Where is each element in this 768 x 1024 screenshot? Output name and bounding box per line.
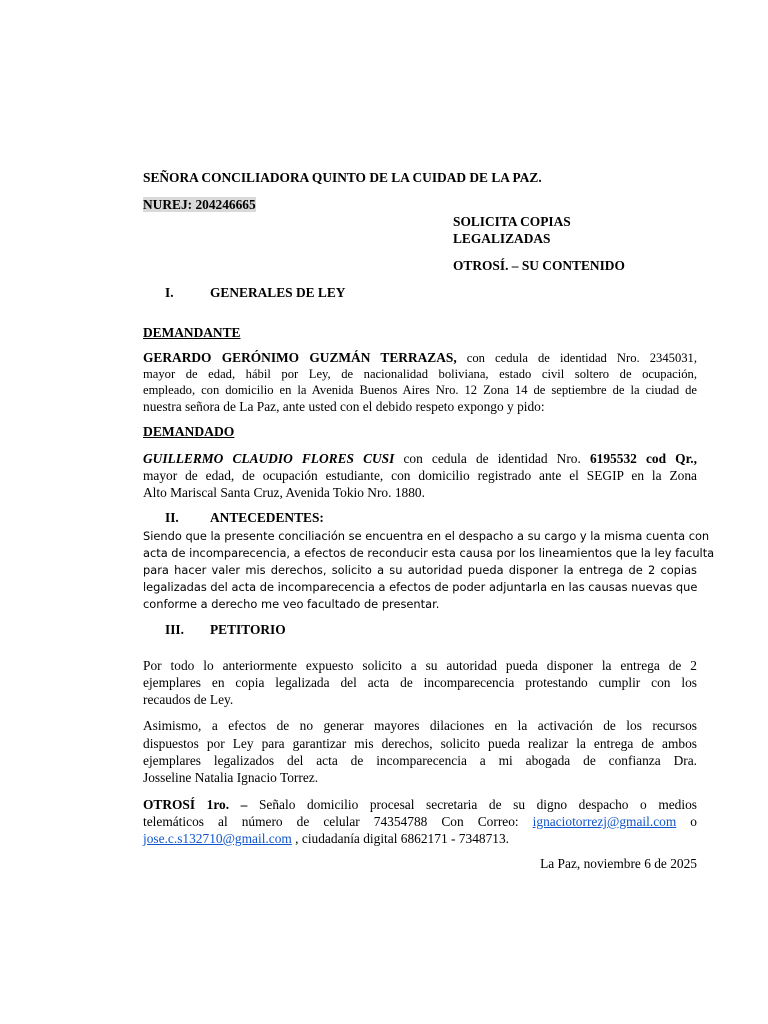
otrosi-line-1 xyxy=(143,796,697,813)
otrosi-label: OTROSÍ 1ro. – xyxy=(143,797,248,812)
petitorio-p1-line-3: recaudos de Ley. xyxy=(143,692,234,707)
nurej-number xyxy=(143,197,256,213)
demandado-line-2: mayor de edad, de ocupación estudiante, con domicilio registrado ante el SEGIP en la Zona xyxy=(143,468,697,483)
demandado-line-1 xyxy=(143,450,697,467)
otrosi-line-2 xyxy=(143,813,697,830)
demandante-name: GERARDO GERÓNIMO GUZMÁN TERRAZAS, xyxy=(143,350,457,365)
petitorio-p2-line-1: Asimismo, a efectos de no generar mayores dilaciones en la activación de los recursos xyxy=(143,718,697,733)
document-date: La Paz, noviembre 6 de 2025 xyxy=(540,856,697,871)
demandante-ci: con cedula de identidad Nro. 2345031, xyxy=(456,351,697,365)
otrosi-line-3 xyxy=(143,830,697,847)
section-2-number: II. xyxy=(165,510,179,525)
demandante-heading: DEMANDANTE xyxy=(143,325,241,340)
email-link-2[interactable]: jose.c.s132710@gmail.com xyxy=(143,831,292,846)
demandado-heading: DEMANDADO xyxy=(143,424,235,439)
antecedentes-line-1: Siendo que la presente conciliación se encuentra en el despacho a su cargo y la misma cuenta con xyxy=(143,529,710,543)
otrosi-title: OTROSÍ. – SU CONTENIDO xyxy=(453,258,625,273)
demandante-line-2: mayor de edad, hábil por Ley, de nacionalidad boliviana, estado civil soltero de ocupación, xyxy=(143,367,697,381)
antecedentes-line-5: conforme a derecho me veo facultado de presentar. xyxy=(143,597,440,611)
otrosi-celular: telemáticos al número de celular 74354788 Con Correo: xyxy=(143,814,533,829)
addressee: SEÑORA CONCILIADORA QUINTO DE LA CUIDAD DE LA PAZ. xyxy=(143,170,542,185)
section-1-title: GENERALES DE LEY xyxy=(210,285,346,300)
demandado-name: GUILLERMO CLAUDIO FLORES CUSI xyxy=(143,451,395,466)
petitorio-p1-line-1: Por todo lo anteriormente expuesto solicito a su autoridad pueda disponer la entrega de 2 xyxy=(143,658,697,673)
email-link-1[interactable]: ignaciotorrezj@gmail.com xyxy=(532,814,677,829)
request-title-line2: LEGALIZADAS xyxy=(453,231,551,246)
nurej-highlight: NUREJ: 204246665 xyxy=(143,197,256,212)
demandado-line-3: Alto Mariscal Santa Cruz, Avenida Tokio Nro. 1880. xyxy=(143,485,425,500)
request-title-line1: SOLICITA COPIAS xyxy=(453,214,571,229)
otrosi-or: o xyxy=(676,814,697,829)
demandante-line-3: empleado, con domicilio en la Avenida Buenos Aires Nro. 12 Zona 14 de septiembre de la ciudad de xyxy=(143,383,697,397)
section-1-number: I. xyxy=(165,285,174,300)
section-2-title: ANTECEDENTES: xyxy=(210,510,324,525)
otrosi-domicilio: Señalo domicilio procesal secretaria de su digno despacho o medios xyxy=(247,797,697,812)
section-3-title: PETITORIO xyxy=(210,622,286,637)
antecedentes-line-4: legalizadas del acta de incomparecencia a efectos de poder adjuntarla en las causas nuevas que xyxy=(143,580,698,594)
otrosi-ciudadania: , ciudadanía digital 6862171 - 7348713. xyxy=(291,831,510,846)
petitorio-p1-line-2: ejemplares en copia legalizada del acta de incomparecencia protestando cumplir con los xyxy=(143,675,697,690)
section-3-number: III. xyxy=(165,622,184,637)
antecedentes-line-3: para hacer valer mis derechos, solicito a su autoridad pueda disponer la entrega de 2 copias xyxy=(143,563,697,577)
petitorio-p2-line-3: ejemplares legalizados del acta de incomparecencia a mi abogada de confianza Dra. xyxy=(143,753,697,768)
demandado-ci-number: 6195532 cod Qr., xyxy=(589,451,697,466)
demandante-line-1 xyxy=(143,349,697,367)
petitorio-p2-line-2: dispuestos por Ley para garantizar mis derechos, solicito pueda realizar la entrega de ambos xyxy=(143,736,697,751)
petitorio-p2-line-4: Josseline Natalia Ignacio Torrez. xyxy=(143,770,319,785)
demandado-ci-text: con cedula de identidad Nro. xyxy=(394,451,590,466)
antecedentes-line-2: acta de incomparecencia, a efectos de reconducir esta causa por los lineamientos que la ley faculta xyxy=(143,546,715,560)
demandante-line-4: nuestra señora de La Paz, ante usted con el debido respeto expongo y pido: xyxy=(143,399,545,414)
